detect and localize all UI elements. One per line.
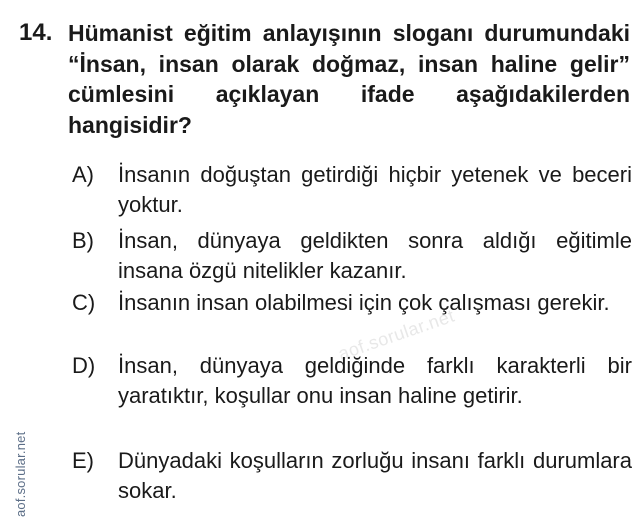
question-text: Hümanist eğitim anlayışının sloganı durumundaki “İnsan, insan olarak doğmaz, insan haline gelir” cümlesini açıklayan ifade aşağıdakilerden hangisidir? bbox=[68, 20, 630, 138]
watermark-side: aof.sorular.net bbox=[13, 431, 28, 517]
option-a-letter: A) bbox=[72, 162, 94, 187]
option-b-text: İnsan, dünyaya geldikten sonra aldığı eğitimle insana özgü nitelikler kazanır. bbox=[118, 228, 632, 283]
option-e-text: Dünyadaki koşulların zorluğu insanı farklı durumlara sokar. bbox=[118, 448, 632, 503]
watermark-center: aof.sorular.net bbox=[335, 305, 458, 364]
option-c-text: İnsanın insan olabilmesi için çok çalışması gerekir. bbox=[118, 290, 610, 315]
question-number: 14. bbox=[19, 19, 53, 46]
option-c-letter: C) bbox=[72, 290, 96, 315]
option-d-text: İnsan, dünyaya geldiğinde farklı karakterli bir yaratıktır, koşullar onu insan haline getirir. bbox=[118, 353, 632, 408]
option-d-letter: D) bbox=[72, 353, 96, 378]
option-a-text: İnsanın doğuştan getirdiği hiçbir yetenek ve beceri yoktur. bbox=[118, 162, 632, 217]
option-b-letter: B) bbox=[72, 228, 94, 253]
option-e-letter: E) bbox=[72, 448, 94, 473]
